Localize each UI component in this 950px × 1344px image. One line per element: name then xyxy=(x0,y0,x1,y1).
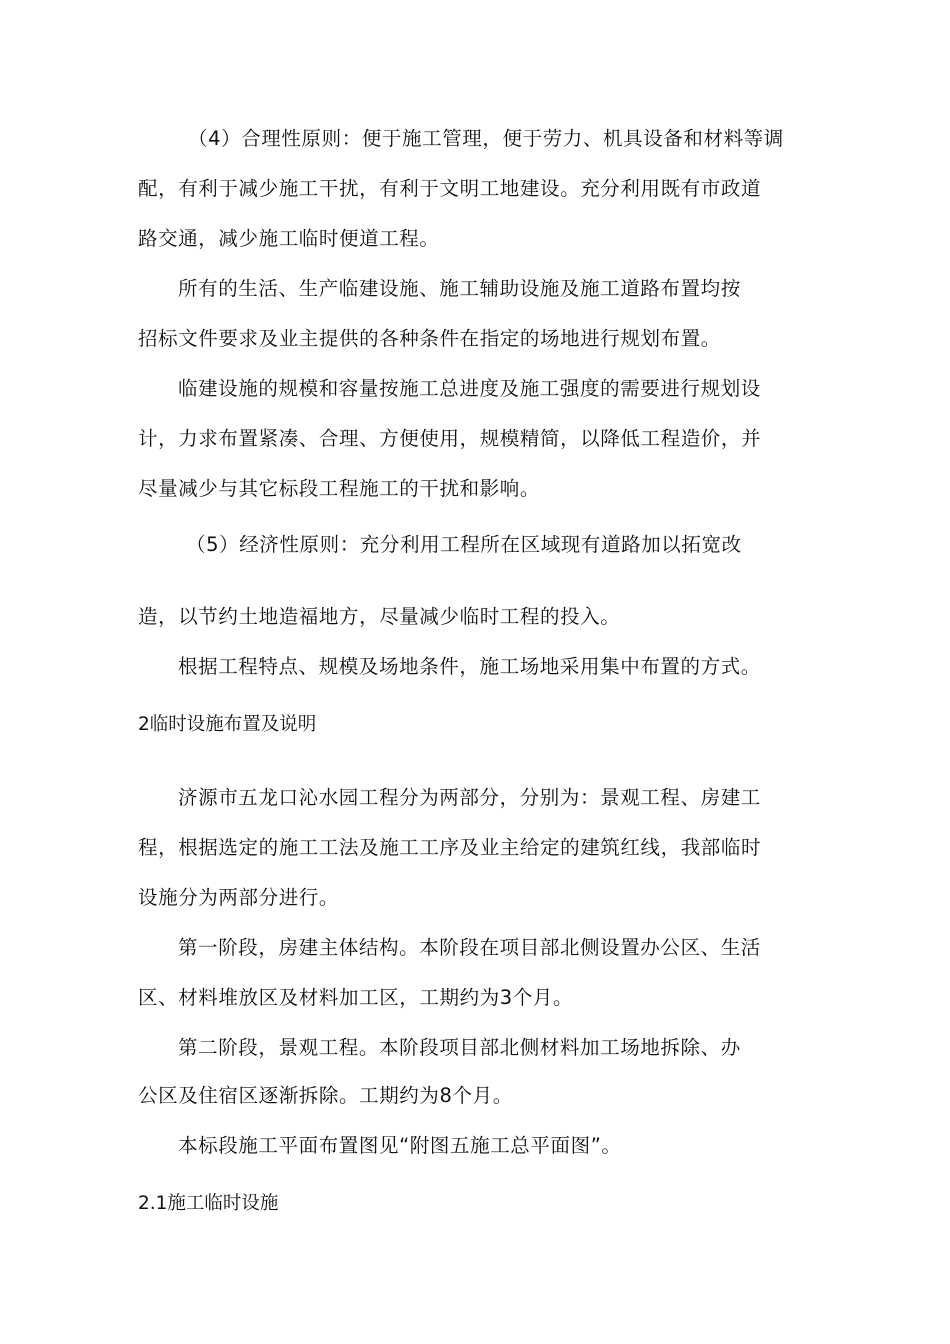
paragraph-line: 造，以节约土地造福地方，尽量减少临时工程的投入。 xyxy=(138,605,621,628)
paragraph-line: （4）合理性原则：便于施工管理，便于劳力、机具设备和材料等调 xyxy=(188,127,784,150)
paragraph-line: 所有的生活、生产临建设施、施工辅助设施及施工道路布置均按 xyxy=(178,277,741,300)
paragraph-line: 计，力求布置紧凑、合理、方便使用，规模精简，以降低工程造价，并 xyxy=(138,427,762,450)
paragraph-line: 设施分为两部分进行。 xyxy=(138,886,340,909)
paragraph-line: 公区及住宿区逐渐拆除。工期约为8个月。 xyxy=(138,1084,513,1107)
paragraph-line: 第二阶段，景观工程。本阶段项目部北侧材料加工场地拆除、办 xyxy=(178,1036,741,1059)
section-heading: 2临时设施布置及说明 xyxy=(138,714,317,735)
paragraph-line: 尽量减少与其它标段工程施工的干扰和影响。 xyxy=(138,477,541,500)
paragraph-line: 配，有利于减少施工干扰，有利于文明工地建设。充分利用既有市政道 xyxy=(138,177,762,200)
paragraph-line: 第一阶段，房建主体结构。本阶段在项目部北侧设置办公区、生活 xyxy=(178,936,761,959)
paragraph-line: （5）经济性原则：充分利用工程所在区域现有道路加以拓宽改 xyxy=(186,533,742,556)
paragraph-line: 招标文件要求及业主提供的各种条件在指定的场地进行规划布置。 xyxy=(138,327,721,350)
paragraph-line: 程，根据选定的施工工法及施工工序及业主给定的建筑红线，我部临时 xyxy=(138,836,762,859)
paragraph-line: 根据工程特点、规模及场地条件，施工场地采用集中布置的方式。 xyxy=(178,655,761,678)
paragraph-line: 济源市五龙口沁水园工程分为两部分，分别为：景观工程、房建工 xyxy=(178,786,761,809)
paragraph-line: 区、材料堆放区及材料加工区，工期约为3个月。 xyxy=(138,986,574,1009)
paragraph-line: 临建设施的规模和容量按施工总进度及施工强度的需要进行规划设 xyxy=(178,377,761,400)
paragraph-line: 本标段施工平面布置图见“附图五施工总平面图”。 xyxy=(178,1134,622,1157)
subsection-heading: 2.1施工临时设施 xyxy=(138,1193,279,1214)
paragraph-line: 路交通，减少施工临时便道工程。 xyxy=(138,227,440,250)
